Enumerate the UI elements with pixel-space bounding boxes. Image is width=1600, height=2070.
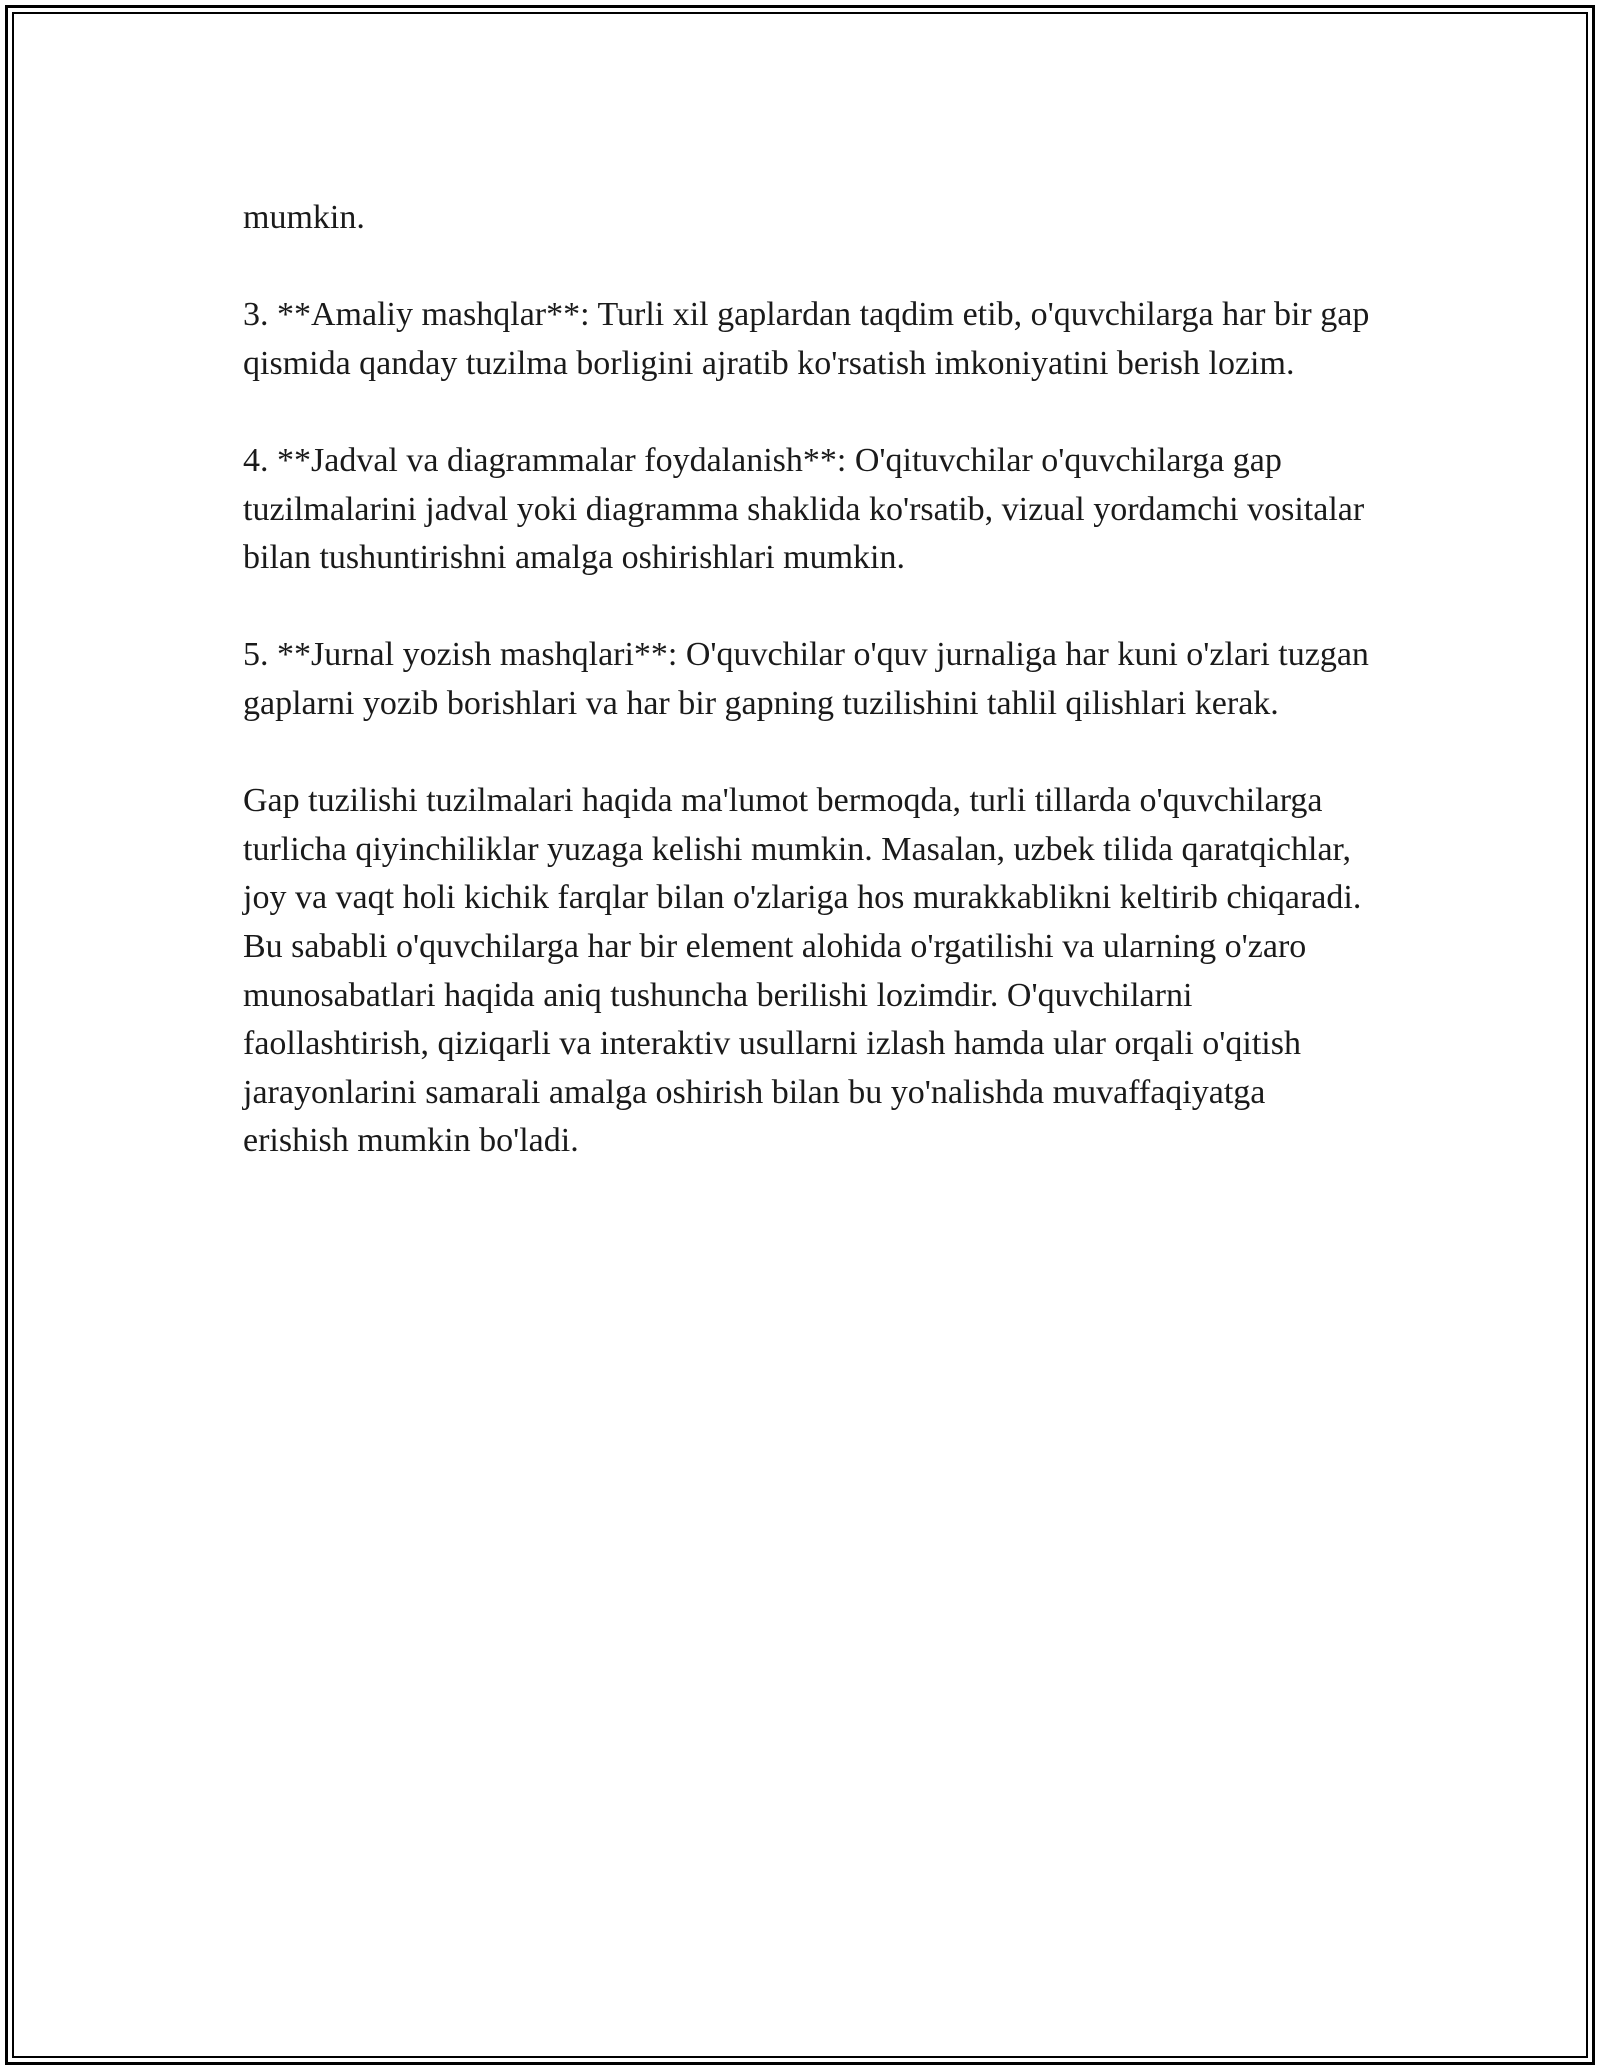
paragraph-item-4: 4. **Jadval va diagrammalar foydalanish**: O'qituvchilar o'quvchilarga gap tuzilmalarini jadval yoki diagramma shaklida ko'rsatib, vizual yordamchi vositalar bilan tushuntirishni amalga oshirishlari mumkin.	[243, 441, 1365, 577]
paragraph-item-5: 5. **Jurnal yozish mashqlari**: O'quvchilar o'quv jurnaliga har kuni o'zlari tuzgan gaplarni yozib borishlari va har bir gapning tuzilishini tahlil qilishlari kerak.	[243, 636, 1369, 722]
paragraph-conclusion: Gap tuzilishi tuzilmalari haqida ma'lumot bermoqda, turli tillarda o'quvchilarga turlicha qiyinchiliklar yuzaga kelishi mumkin. Masalan, uzbek tilida qaratqichlar, joy va vaqt holi kichik farqlar bilan o'zlariga hos murakkablikni keltirib chiqaradi. Bu sababli o'quvchilarga har bir element alohida o'rgatilishi va ularning o'zaro munosabatlari haqida aniq tushuncha berilishi lozimdir. O'quvchilarni faollashtirish, qiziqarli va interaktiv usullarni izlash hamda ular orqali o'qitish jarayonlarini samarali amalga oshirish bilan bu yo'nalishda muvaffaqiyatga erishish mumkin bo'ladi.	[243, 782, 1362, 1160]
paragraph-continuation: mumkin.	[243, 199, 365, 236]
paragraph-item-3: 3. **Amaliy mashqlar**: Turli xil gaplardan taqdim etib, o'quvchilarga har bir gap qismida qanday tuzilma borligini ajratib ko'rsatish imkoniyatini berish lozim.	[243, 296, 1370, 382]
document-body	[243, 194, 1378, 1214]
page-frame	[5, 5, 1595, 2065]
